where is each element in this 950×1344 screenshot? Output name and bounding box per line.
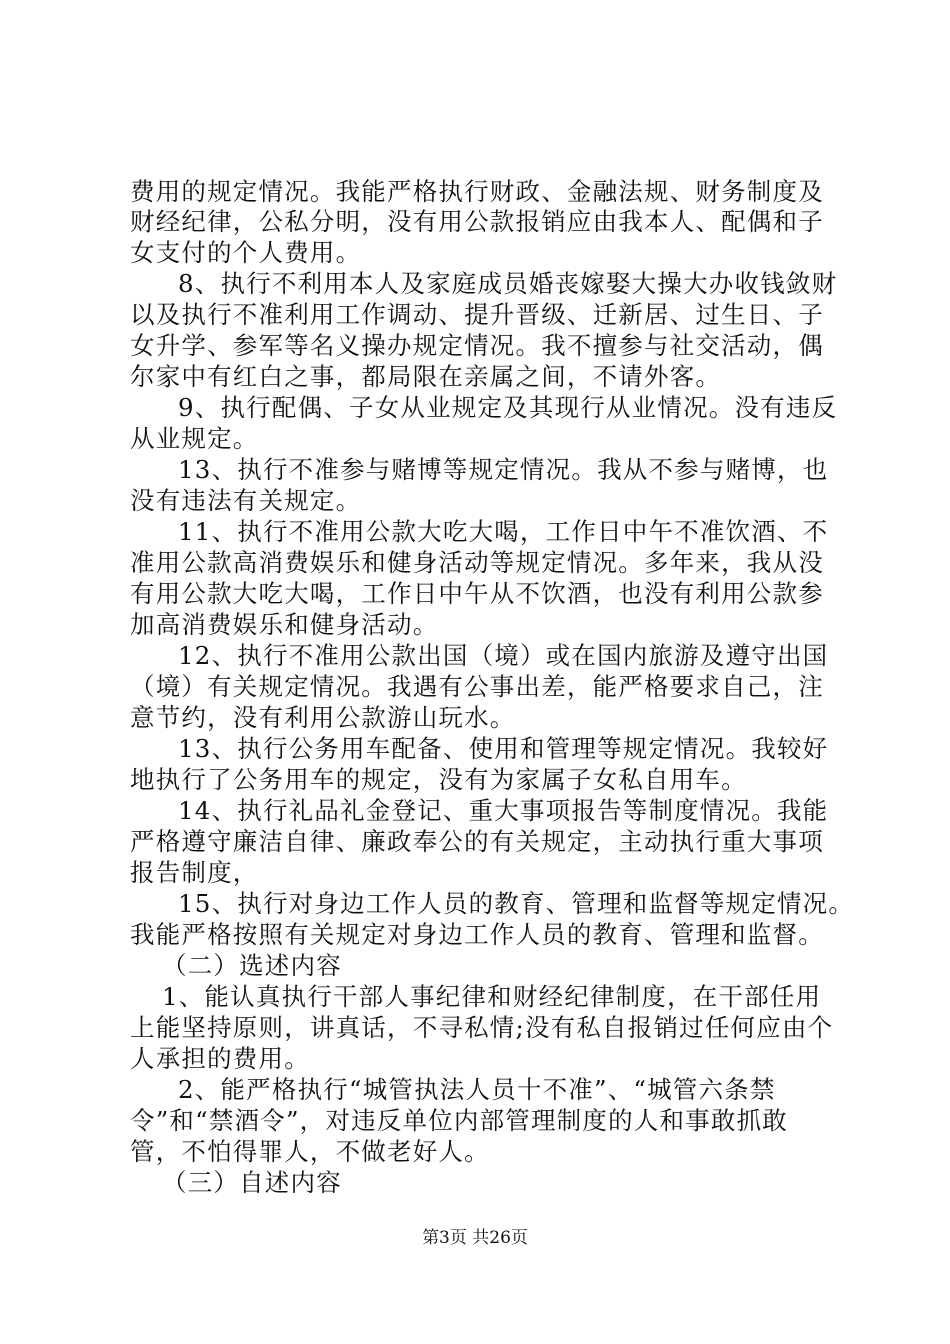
text-line: 14、执行礼品礼金登记、重大事项报告等制度情况。我能 [178, 796, 829, 825]
text-line: 人承担的费用。 [130, 1044, 310, 1073]
text-line: （境）有关规定情况。我遇有公事出差，能严格要求自己，注 [130, 672, 824, 701]
text-line: 13、执行不准参与赌博等规定情况。我从不参与赌博，也 [178, 455, 829, 484]
text-line: 准用公款高消费娱乐和健身活动等规定情况。多年来，我从没 [130, 548, 824, 577]
text-line: 有用公款大吃大喝，工作日中午从不饮酒，也没有利用公款参 [130, 579, 824, 608]
text-line: 8、执行不利用本人及家庭成员婚丧嫁娶大操大办收钱敛财 [178, 269, 838, 298]
text-line: 从业规定。 [130, 424, 259, 453]
text-line: 上能坚持原则，讲真话，不寻私情;没有私自报销过任何应由个 [130, 1013, 834, 1042]
text-line: 意节约，没有利用公款游山玩水。 [130, 703, 516, 732]
text-line: 财经纪律，公私分明，没有用公款报销应由我本人、配偶和子 [130, 207, 824, 236]
text-line: 13、执行公务用车配备、使用和管理等规定情况。我较好 [178, 734, 829, 763]
text-line: 女升学、参军等名义操办规定情况。我不擅参与社交活动，偶 [130, 331, 824, 360]
text-line: 尔家中有红白之事，都局限在亲属之间，不请外客。 [130, 362, 722, 391]
text-line: 管，不怕得罪人，不做老好人。 [130, 1137, 490, 1166]
page-number-footer: 第3页 共26页 [422, 1228, 528, 1248]
text-line: 12、执行不准用公款出国（境）或在国内旅游及遵守出国 [178, 641, 829, 670]
text-line: 令”和“禁酒令”，对违反单位内部管理制度的人和事敢抓敢 [130, 1106, 788, 1135]
section-heading: （二）选述内容 [162, 951, 342, 980]
text-line: 报告制度， [130, 858, 259, 887]
section-heading: （三）自述内容 [162, 1168, 342, 1197]
text-line: 地执行了公务用车的规定，没有为家属子女私自用车。 [130, 765, 747, 794]
text-line: 以及执行不准利用工作调动、提升晋级、迁新居、过生日、子 [130, 300, 824, 329]
text-line: 15、执行对身边工作人员的教育、管理和监督等规定情况。 [178, 889, 855, 918]
text-line: 严格遵守廉洁自律、廉政奉公的有关规定，主动执行重大事项 [130, 827, 824, 856]
text-line: 9、执行配偶、子女从业规定及其现行从业情况。没有违反 [178, 393, 838, 422]
text-line: 11、执行不准用公款大吃大喝，工作日中午不准饮酒、不 [178, 517, 829, 546]
text-line: 没有违法有关规定。 [130, 486, 362, 515]
text-line: 加高消费娱乐和健身活动。 [130, 610, 439, 639]
text-line: 2、能严格执行“城管执法人员十不准”、“城管六条禁 [178, 1075, 776, 1104]
text-line: 我能严格按照有关规定对身边工作人员的教育、管理和监督。 [130, 920, 824, 949]
text-line: 费用的规定情况。我能严格执行财政、金融法规、财务制度及 [130, 177, 824, 206]
text-line: 女支付的个人费用。 [130, 238, 362, 267]
text-line: 1、能认真执行干部人事纪律和财经纪律制度，在干部任用 [162, 982, 822, 1011]
